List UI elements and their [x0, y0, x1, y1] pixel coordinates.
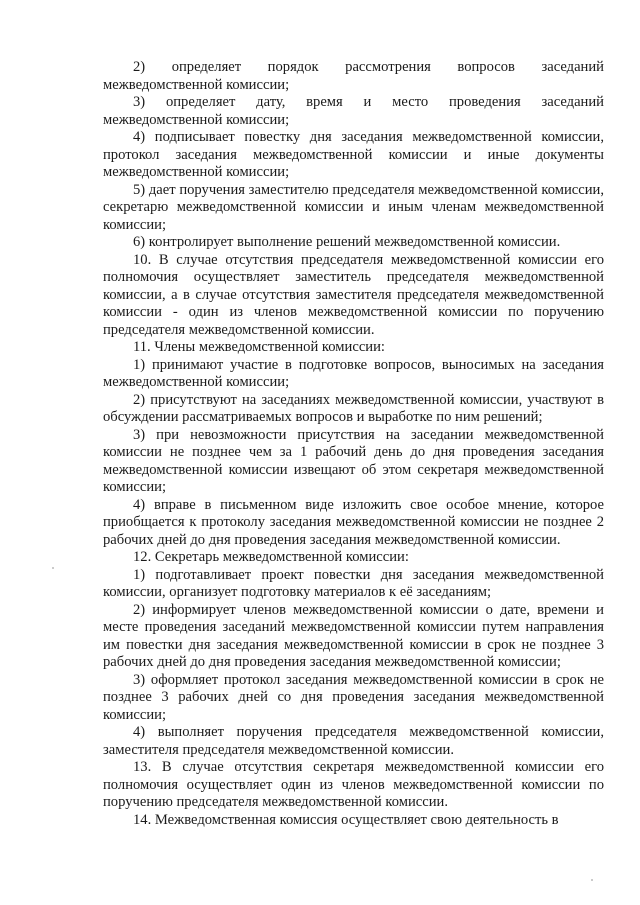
paragraph-chair-item-6: 6) контролирует выполнение решений межведомственной комиссии. [133, 234, 561, 250]
paragraph-clause-11: 11. Члены межведомственной комиссии: [133, 339, 385, 355]
scan-speck [591, 879, 593, 881]
paragraph-clause-13: 13. В случае отсутствия секретаря межведомственной комиссии его полномочия осуществляет один из членов межведомственной комиссии по поручению председателя межведомственной комиссии. [103, 759, 604, 810]
paragraph-members-item-4: 4) вправе в письменном виде изложить свое особое мнение, которое приобщается к протоколу заседания межведомственной комиссии не позднее 2 рабочих дней до дня проведения заседания межведомственной комиссии. [103, 496, 604, 548]
paragraph-members-item-1: 1) принимают участие в подготовке вопросов, выносимых на заседания межведомственной комиссии; [103, 356, 604, 390]
paragraph-secretary-item-1: 1) подготавливает проект повестки дня заседания межведомственной комиссии, организует подготовку материалов к её заседаниям; [103, 566, 604, 600]
paragraph-chair-item-3: 3) определяет дату, время и место проведения заседаний межведомственной комиссии; [103, 94, 604, 128]
paragraph-members-item-2: 2) присутствуют на заседаниях межведомственной комиссии, участвуют в обсуждении рассматриваемых вопросов и выработке по ним решений; [103, 391, 604, 425]
scan-speck [52, 567, 54, 569]
paragraph-chair-item-5: 5) дает поручения заместителю председателя межведомственной комиссии, секретарю межведомственной комиссии и иным членам межведомственной комиссии; [103, 181, 604, 233]
paragraph-clause-14: 14. Межведомственная комиссия осуществляет свою деятельность в [133, 811, 559, 828]
document-page [103, 59, 604, 829]
paragraph-chair-item-2: 2) определяет порядок рассмотрения вопросов заседаний межведомственной комиссии; [103, 59, 604, 93]
paragraph-secretary-item-3: 3) оформляет протокол заседания межведомственной комиссии в срок не позднее 3 рабочих дней со дня проведения заседания межведомственной комиссии; [103, 671, 604, 723]
paragraph-secretary-item-2: 2) информирует членов межведомственной комиссии о дате, времени и месте проведения заседаний межведомственной комиссии путем направления им повестки дня заседания межведомственной комиссии в срок не позднее 3 рабочих дней до дня проведения заседания межведомственной комиссии; [103, 601, 604, 670]
paragraph-secretary-item-4: 4) выполняет поручения председателя межведомственной комиссии, заместителя председателя межведомственной комиссии. [103, 724, 604, 758]
paragraph-members-item-3: 3) при невозможности присутствия на заседании межведомственной комиссии не позднее чем за 1 рабочий день до дня проведения заседания межведомственной комиссии извещают об этом секретаря межведомственной комиссии; [103, 426, 604, 495]
paragraph-chair-item-4: 4) подписывает повестку дня заседания межведомственной комиссии, протокол заседания межведомственной комиссии и иные документы межведомственной комиссии; [103, 129, 604, 180]
paragraph-clause-12: 12. Секретарь межведомственной комиссии: [133, 549, 409, 565]
paragraph-clause-10: 10. В случае отсутствия председателя межведомственной комиссии его полномочия осуществляет заместитель председателя межведомственной комиссии, а в случае отсутствия заместителя председателя межведомственной комиссии - один из членов межведомственной комиссии по поручению председателя межведомственной комиссии. [103, 251, 604, 338]
